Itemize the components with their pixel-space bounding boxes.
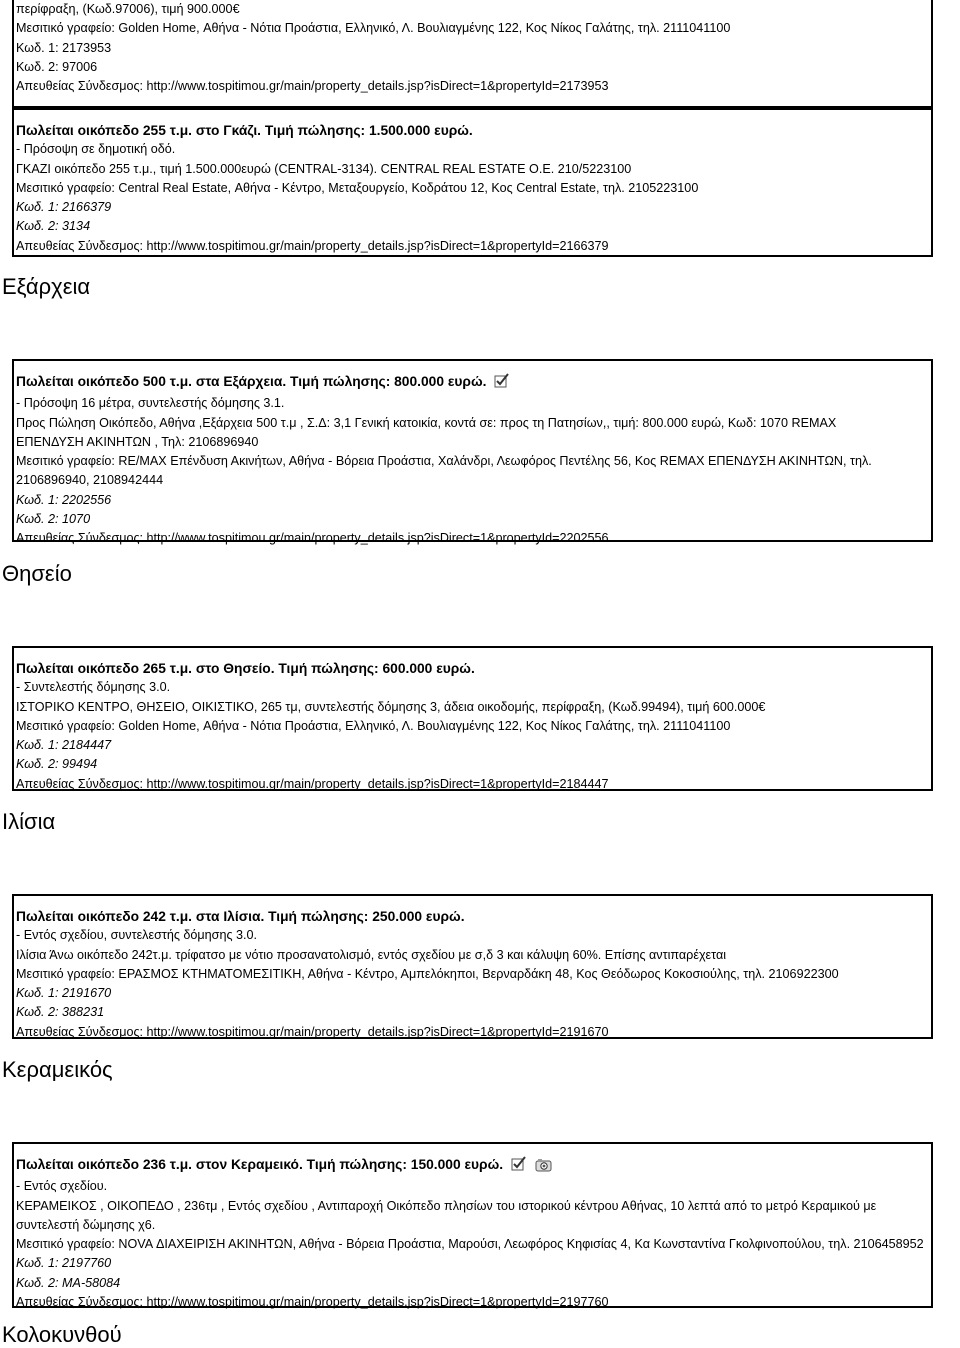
agency-line: Μεσιτικό γραφείο: NOVA ΔΙΑΧΕΙΡΙΣΗ ΑΚΙΝΗΤΩΝ, Αθήνα - Βόρεια Προάστια, Μαρούσι, Λεωφόρος Κηφισίας 4, Κα Κωνσταντίνα Γκολφινοπούλου, τηλ. 2106458952: [16, 1237, 924, 1252]
code2: Κωδ. 2: 388231: [16, 1005, 105, 1020]
listing-description: Προς Πώληση Οικόπεδο, Αθήνα ,Εξάρχεια 500 τ.μ , Σ.Δ: 3,1 Γενική κατοικία, κοντά σε: προς τη Πατησίων,, τιμή: 800.000 ευρώ, Κωδ: 1070 REMAX: [16, 415, 837, 430]
listing-title: [16, 1155, 931, 1177]
direct-link[interactable]: Απευθείας Σύνδεσμος: http://www.tospitimou.gr/main/property_details.jsp?isDirect=1&propertyId=2202556: [16, 531, 609, 546]
area-heading-kerameikos: Κεραμεικός: [2, 1057, 113, 1082]
listing-title: Πωλείται οικόπεδο 255 τ.μ. στο Γκάζι. Τιμή πώλησης: 1.500.000 ευρώ.: [16, 123, 473, 138]
area-heading-kolokynthou: Κολοκυνθού: [2, 1322, 122, 1347]
checkbox-check-icon: [494, 373, 510, 394]
agency-line: Μεσιτικό γραφείο: ΕΡΑΣΜΟΣ ΚΤΗΜΑΤΟΜΕΣΙΤΙΚΗ, Αθήνα - Κέντρο, Αμπελόκηποι, Βερναρδάκη 48, Κος Θεόδωρος Κοκοσιούλης, τηλ. 2106922300: [16, 966, 839, 981]
listing-description: ΙΣΤΟΡΙΚΟ ΚΕΝΤΡΟ, ΘΗΣΕΙΟ, ΟΙΚΙΣΤΙΚΟ, 265 τμ, συντελεστής δόμησης 3, άδεια οικοδομής, περίφραξη, (Κωδ.99494), τιμή 600.000€: [16, 699, 766, 714]
agency-phones: 2106896940, 2108942444: [16, 473, 164, 488]
direct-link[interactable]: Απευθείας Σύνδεσμος: http://www.tospitimou.gr/main/property_details.jsp?isDirect=1&propertyId=2197760: [16, 1295, 609, 1310]
listing-fragment-top: [12, 0, 933, 108]
code2: Κωδ. 2: 1070: [16, 512, 91, 527]
listing-feature: - Πρόσοψη 16 μέτρα, συντελεστής δόμησης 3.1.: [16, 396, 285, 411]
area-heading-exarcheia: Εξάρχεια: [2, 274, 91, 299]
code2: Κωδ. 2: 3134: [16, 219, 91, 234]
code1: Κωδ. 1: 2184447: [16, 738, 112, 753]
listing-description-cont: συντελεστή δώμησης χ6.: [16, 1217, 156, 1232]
listing-ilisia: [12, 894, 933, 1039]
listing-feature: - Εντός σχεδίου.: [16, 1179, 108, 1194]
listing-title-text: Πωλείται οικόπεδο 236 τ.μ. στον Κεραμεικό. Τιμή πώλησης: 150.000 ευρώ.: [16, 1157, 504, 1172]
direct-link[interactable]: Απευθείας Σύνδεσμος: http://www.tospitimou.gr/main/property_details.jsp?isDirect=1&propertyId=2166379: [16, 238, 609, 253]
code1: Κωδ. 1: 2173953: [16, 40, 112, 55]
agency-line: Μεσιτικό γραφείο: RE/MAX Επένδυση Ακινήτων, Αθήνα - Βόρεια Προάστια, Χαλάνδρι, Λεωφόρος Πεντέλης 56, Κος REMAX ΕΠΕΝΔΥΣΗ ΑΚΙΝΗΤΩΝ, τηλ.: [16, 454, 872, 469]
listing-gkazi: [12, 108, 933, 257]
listing-title-text: Πωλείται οικόπεδο 500 τ.μ. στα Εξάρχεια. Τιμή πώλησης: 800.000 ευρώ.: [16, 374, 487, 389]
listing-description: Ιλίσια Άνω οικόπεδο 242τ.μ. τρίφατσο με νότιο προσανατολισμό, εντός σχεδίου με σ,δ 3 και κάλυψη 60%. Επίσης αντιπαρέχεται: [16, 947, 727, 962]
listing-kerameikos: [12, 1142, 933, 1308]
camera-icon: [535, 1158, 552, 1177]
listing-title: [16, 372, 931, 394]
agency-line: Μεσιτικό γραφείο: Golden Home, Αθήνα - Νότια Προάστια, Ελληνικό, Λ. Βουλιαγμένης 122, Κος Νίκος Γαλάτης, τηλ. 2111041100: [16, 718, 731, 733]
code1: Κωδ. 1: 2202556: [16, 492, 112, 507]
listing-title: Πωλείται οικόπεδο 242 τ.μ. στα Ιλίσια. Τιμή πώλησης: 250.000 ευρώ.: [16, 909, 465, 924]
listing-description: ΚΕΡΑΜΕΙΚΟΣ , ΟΙΚΟΠΕΔΟ , 236τμ , Εντός σχεδίου , Αντιπαροχή Οικόπεδο πλησίων του ιστορικού κέντρου Αθήνας, 10 λεπτά από το μετρό Κεραμικού με: [16, 1198, 877, 1213]
agency-line: Μεσιτικό γραφείο: Central Real Estate, Αθήνα - Κέντρο, Μεταξουργείο, Κοδράτου 12, Κος Central Estate, τηλ. 2105223100: [16, 180, 699, 195]
listing-description-cont: ΕΠΕΝΔΥΣΗ ΑΚΙΝΗΤΩΝ , Τηλ: 2106896940: [16, 434, 259, 449]
area-heading-thiseio: Θησείο: [2, 561, 72, 586]
listing-text: περίφραξη, (Κωδ.97006), τιμή 900.000€: [16, 2, 240, 16]
area-heading-ilisia: Ιλίσια: [2, 809, 56, 834]
direct-link[interactable]: Απευθείας Σύνδεσμος: http://www.tospitimou.gr/main/property_details.jsp?isDirect=1&propertyId=2191670: [16, 1024, 609, 1039]
code1: Κωδ. 1: 2191670: [16, 986, 112, 1001]
code1: Κωδ. 1: 2197760: [16, 1256, 112, 1271]
code2: Κωδ. 2: 99494: [16, 757, 98, 772]
code2: Κωδ. 2: MA-58084: [16, 1275, 121, 1290]
listing-title: Πωλείται οικόπεδο 265 τ.μ. στο Θησείο. Τιμή πώλησης: 600.000 ευρώ.: [16, 661, 475, 676]
listing-feature: - Συντελεστής δόμησης 3.0.: [16, 680, 171, 695]
code1: Κωδ. 1: 2166379: [16, 200, 112, 215]
agency-line: Μεσιτικό γραφείο: Golden Home, Αθήνα - Νότια Προάστια, Ελληνικό, Λ. Βουλιαγμένης 122, Κος Νίκος Γαλάτης, τηλ. 2111041100: [16, 21, 731, 36]
listing-description: ΓΚΑΖΙ οικόπεδο 255 τ.μ., τιμή 1.500.000ευρώ (CENTRAL-3134). CENTRAL REAL ESTATE O.E. 210/5223100: [16, 161, 632, 176]
code2: Κωδ. 2: 97006: [16, 59, 98, 74]
listing-exarcheia: [12, 359, 933, 546]
listing-feature: - Πρόσοψη σε δημοτική οδό.: [16, 142, 176, 157]
direct-link[interactable]: Απευθείας Σύνδεσμος: http://www.tospitimou.gr/main/property_details.jsp?isDirect=1&propertyId=2173953: [16, 79, 609, 94]
checkbox-check-icon: [511, 1156, 527, 1177]
listing-thiseio: [12, 646, 933, 791]
listing-feature: - Εντός σχεδίου, συντελεστής δόμησης 3.0.: [16, 928, 258, 943]
direct-link[interactable]: Απευθείας Σύνδεσμος: http://www.tospitimou.gr/main/property_details.jsp?isDirect=1&propertyId=2184447: [16, 776, 609, 791]
